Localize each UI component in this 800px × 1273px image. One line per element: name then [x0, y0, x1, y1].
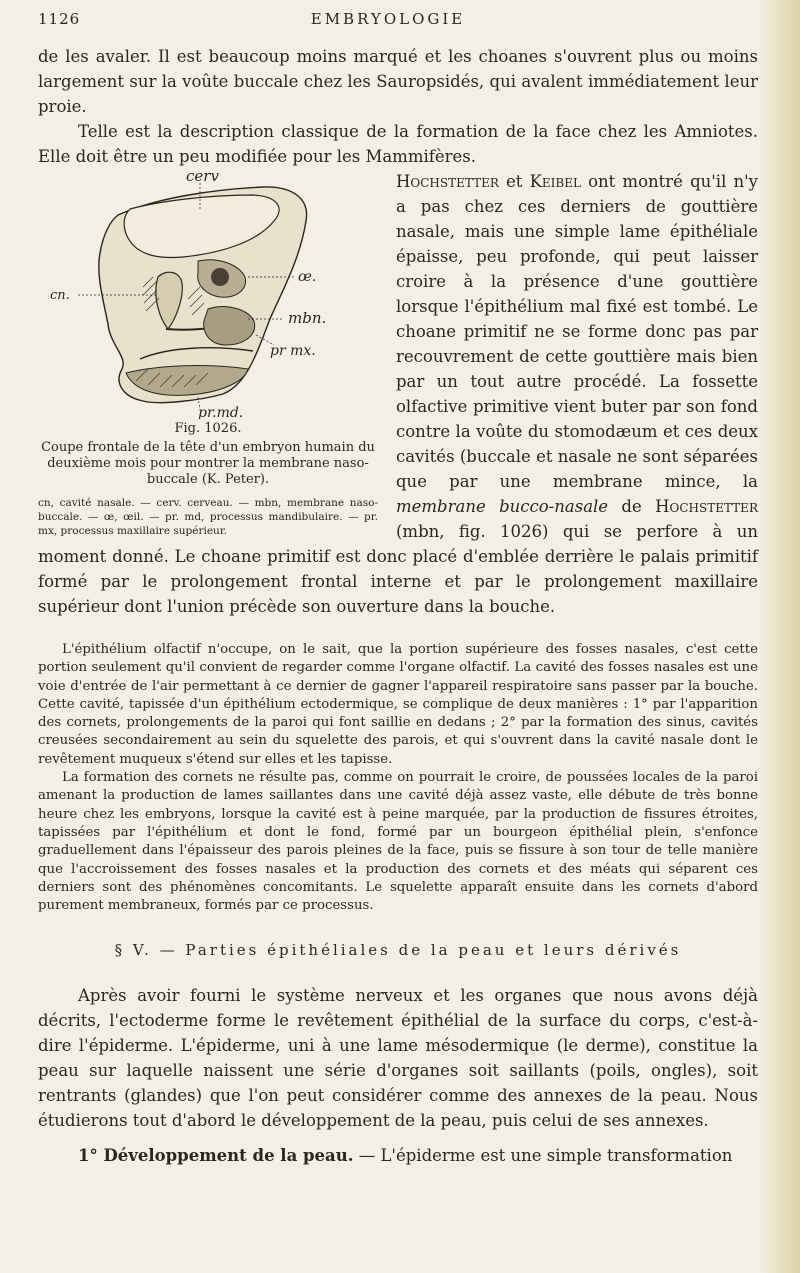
section-paragraph: Après avoir fourni le système nerveux et les organes que nous avons déjà décrits, l'ectoderme forme le revêtement épithélial de la surface du corps, c'est-à-dire l'épiderme. L'épiderme, uni à une lame mésodermique (le derme), constitue la peau sur laquelle naissent une série d'organes soit saillants (poils, ongles), soit rentrants (glandes) que l'on peut considérer comme des annexes de la peau. Nous étudierons tout d'abord le développement de la peau, puis celui de ses annexes. [38, 986, 758, 1131]
label-cerv: cerv [186, 169, 219, 185]
label-prmd: pr.md. [198, 405, 244, 419]
figure-caption: Coupe frontale de la tête d'un embryon humain du deuxième mois pour montrer la membrane naso-buccale (K. Peter). [41, 440, 375, 487]
label-oe: œ. [298, 269, 317, 285]
embryo-section-illustration [48, 169, 368, 419]
figure-legend: cn, cavité nasale. — cerv. cerveau. — mbn, membrane naso-buccale. — œ, œil. — pr. md, processus mandibulaire. — pr. mx, processus maxillaire supérieur. [38, 497, 378, 537]
main-paragraph-lead [38, 119, 758, 169]
intro-paragraph: de les avaler. Il est beaucoup moins marqué et les choanes s'ouvrent plus ou moins largement sur la voûte buccale chez les Sauropsidés, qui avalent immédiatement leur proie. [38, 47, 758, 116]
page-edge-shadow [760, 0, 800, 1273]
page-number: 1126 [38, 10, 81, 28]
page-body [38, 44, 758, 1168]
running-title: EMBRYOLOGIE [310, 10, 466, 28]
figure-1026 [38, 169, 378, 538]
label-cn: cn. [50, 288, 70, 303]
small-paragraph-1: L'épithélium olfactif n'occupe, on le sait, que la portion supérieure des fosses nasales, c'est cette portion seulement qu'il convient de regarder comme l'organe olfactif. La cavité des fosses nasales est une voie d'entrée de l'air permettant à ce dernier de gagner l'appareil respiratoire sans passer par la bouche. Cette cavité, tapissée d'un épithélium ectodermique, se complique de deux manières : 1° par l'apparition des cornets, prolongements de la paroi qui font saillie en dedans ; 2° par la formation des sinus, cavités creusées secondairement au sein du squelette des parois, et qui s'ouvrent dans la cavité nasale dont le revêtement muqueux s'étend sur elles et les tapisse. [38, 642, 758, 767]
subsection-title: 1° Développement de la peau. [78, 1146, 354, 1166]
author-hochstetter: Hochstetter [396, 172, 499, 191]
conj-and: et [498, 172, 530, 191]
figure-reference: (mbn, fig. 1026) [396, 522, 549, 541]
eye-lens [211, 268, 229, 286]
section-heading: § V. — Parties épithéliales de la peau et leurs dérivés [114, 941, 682, 960]
subsection-text: — L'épiderme est une simple transformation [353, 1146, 733, 1166]
author-hochstetter-2: Hochstetter [655, 497, 758, 516]
author-keibel: Keibel [529, 172, 581, 191]
subsection-paragraph [38, 1143, 758, 1168]
page-header [38, 10, 738, 32]
label-mbn: mbn. [288, 309, 327, 327]
small-print-block [38, 641, 758, 915]
main-paragraph-part2: ont montré qu'il n'y a pas chez ces derniers de gouttière nasale, mais une simple lame épithéliale épaisse, peu profonde, qui peut laisser croire à la présence d'une gouttière lorsque l'épithélium mal fixé est tombé. Le choane primitif ne se forme donc pas par recouvrement de cette gouttière mais bien par un tout autre procédé. La fossette olfactive primitive vient buter par son fond contre la voûte du stomodæum et ces deux cavités (buccale et nasale ne sont séparées que par une membrane mince, la [396, 172, 758, 491]
small-paragraph-2: La formation des cornets ne résulte pas, comme on pourrait le croire, de poussées locales de la paroi amenant la production de lames saillantes dans une cavité déjà assez vaste, elle débute de très bonne heure chez les embryons, lorsque la cavité est à peine marquée, par la production de fissures étroites, tapissées par l'épithélium et dont le fond, formé par un bourgeon épithélial plein, s'enfonce graduellement dans l'épaisseur des parois pleines de la face, puis se fissure à son tour de telle manière que l'accroissement des fosses nasales et la production des cornets et des méats qui séparent ces derniers sont des phénomènes concomitants. Le squelette apparaît ensuite dans les cornets d'abord purement membraneux, formés par ce processus. [38, 770, 758, 914]
label-prmx: pr mx. [270, 343, 316, 359]
figure-number: Fig. 1026. [174, 421, 242, 436]
main-paragraph-lead-text: Telle est la description classique de la formation de la face chez les Amniotes. Elle doit être un peu modifiée pour les Mammifères. [38, 122, 758, 166]
term-membrane: membrane bucco-nasale [396, 497, 609, 516]
conj-de: de [608, 497, 656, 516]
main-paragraph-part3: qui se perfore à un moment donné. Le choane primitif est donc placé d'emblée derrière le palais primitif formé par le prolongement frontal interne et par le prolongement maxillaire supérieur dont l'union précède son ouverture dans la bouche. [38, 522, 759, 616]
